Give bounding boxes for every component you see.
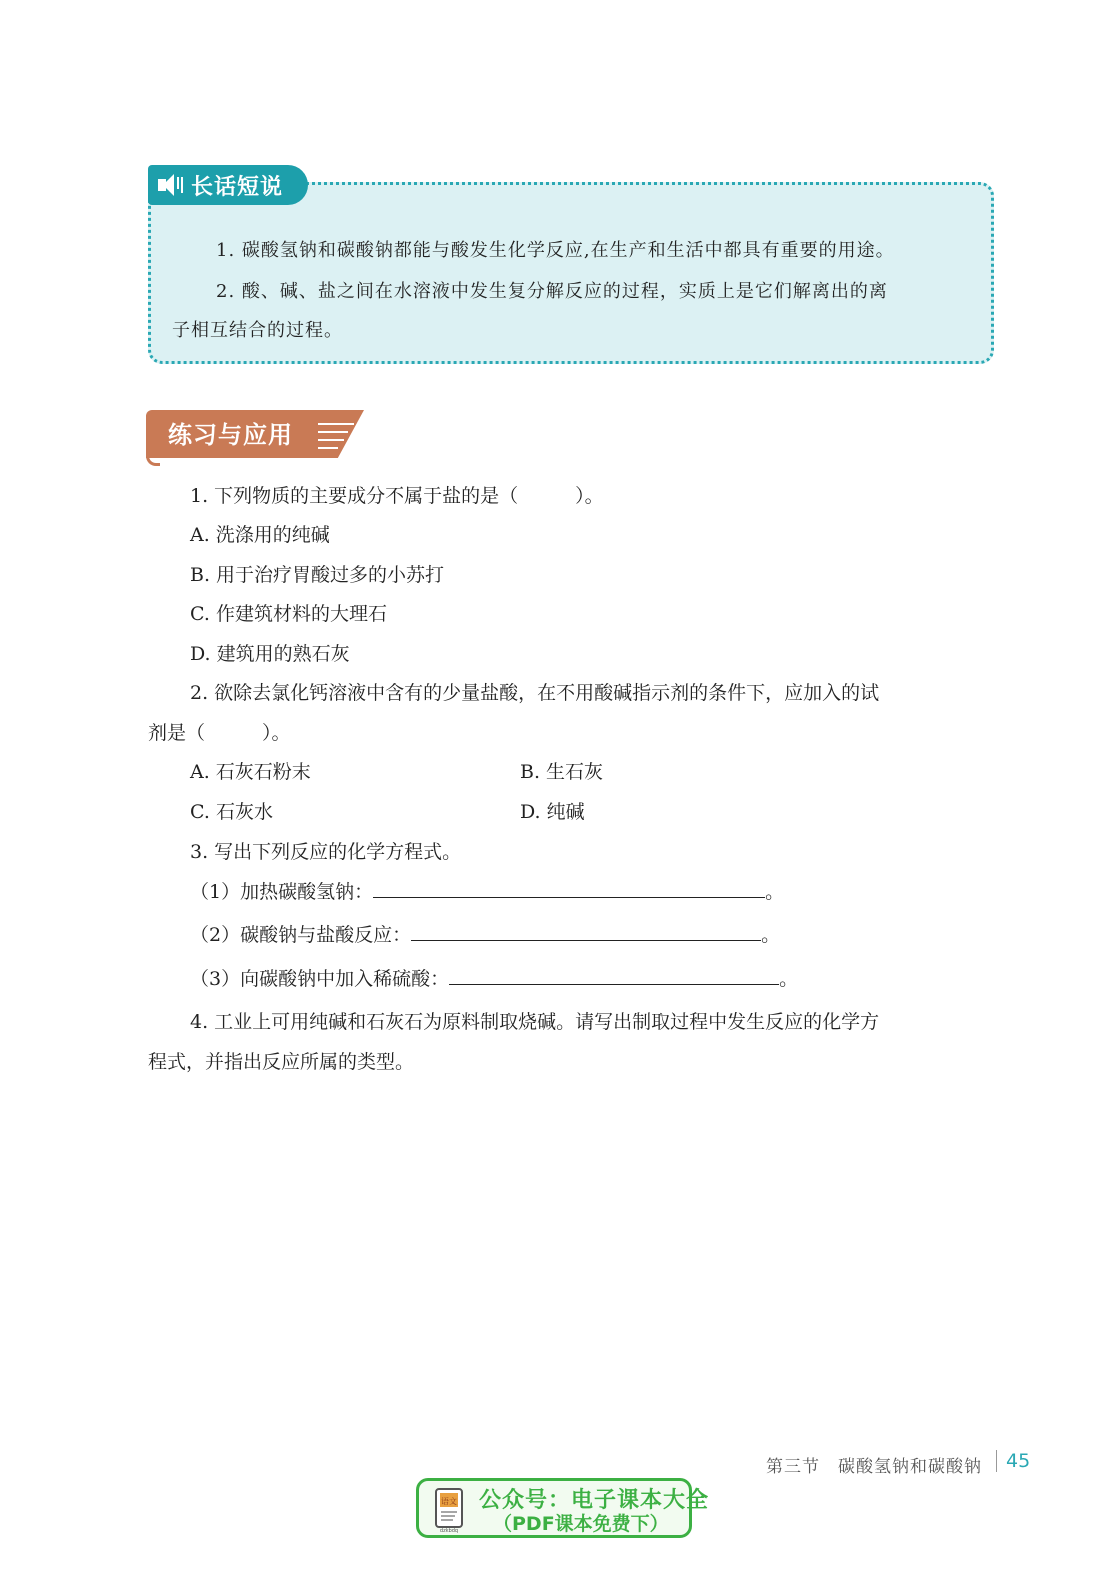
question-1-option-a: A. 洗涤用的纯碱 [190,524,330,546]
question-2-option-d: D. 纯碱 [520,801,585,823]
page-number: 45 [1006,1450,1031,1472]
question-3-sub-2 [190,920,780,947]
question-3-sub-2-end: 。 [761,924,781,946]
question-4-line-1: 4. 工业上可用纯碱和石灰石为原料制取烧碱。请写出制取过程中发生反应的化学方 [190,1011,880,1033]
question-2-stem-line-2: 剂是（ ）。 [148,722,291,744]
question-3-stem: 3. 写出下列反应的化学方程式。 [190,841,462,863]
speaker-icon [158,174,183,196]
question-1-stem: 1. 下列物质的主要成分不属于盐的是（ ）。 [190,485,604,507]
lines-icon [318,419,358,449]
answer-blank-1[interactable] [373,879,765,898]
question-2-option-a: A. 石灰石粉末 [190,761,311,783]
watermark-line-2: （PDF课本免费下） [493,1513,669,1535]
footer-divider [996,1450,997,1472]
question-1-option-b: B. 用于治疗胃酸过多的小苏打 [190,564,445,586]
summary-header [148,165,308,205]
question-2-option-b: B. 生石灰 [520,761,604,783]
question-2-option-c: C. 石灰水 [190,801,273,823]
summary-point-2-line-1: 2. 酸、碱、盐之间在水溶液中发生复分解反应的过程，实质上是它们解离出的离 [216,281,888,302]
question-3-sub-3-end: 。 [779,968,799,990]
textbook-icon [433,1487,469,1533]
question-4-line-2: 程式，并指出反应所属的类型。 [148,1051,415,1073]
practice-header-curl [146,452,160,466]
question-3-sub-3-label: （3）向碳酸钠中加入稀硫酸： [190,968,450,990]
footer-section-title: 第三节 碳酸氢钠和碳酸钠 [766,1457,982,1477]
watermark-badge [416,1478,710,1538]
svg-text:语文: 语文 [441,1497,457,1506]
question-3-sub-3 [190,964,798,991]
question-1-option-c: C. 作建筑材料的大理石 [190,603,387,625]
practice-title: 练习与应用 [168,421,293,449]
question-1-option-d: D. 建筑用的熟石灰 [190,643,350,665]
question-3-sub-2-label: （2）碳酸钠与盐酸反应： [190,924,412,946]
summary-point-1: 1. 碳酸氢钠和碳酸钠都能与酸发生化学反应,在生产和生活中都具有重要的用途。 [216,240,895,261]
watermark-line-1: 公众号：电子课本大全 [479,1488,710,1513]
question-3-sub-1-end: 。 [765,881,785,903]
summary-title: 长话短说 [191,174,284,200]
answer-blank-3[interactable] [449,966,779,985]
question-2-stem-line-1: 2. 欲除去氯化钙溶液中含有的少量盐酸，在不用酸碱指示剂的条件下，应加入的试 [190,682,880,704]
question-3-sub-1-label: （1）加热碳酸氢钠： [190,881,374,903]
svg-text:dzkbdq: dzkbdq [439,1528,459,1533]
summary-point-2-line-2: 子相互结合的过程。 [172,320,343,341]
answer-blank-2[interactable] [411,922,761,941]
question-3-sub-1 [190,877,784,904]
